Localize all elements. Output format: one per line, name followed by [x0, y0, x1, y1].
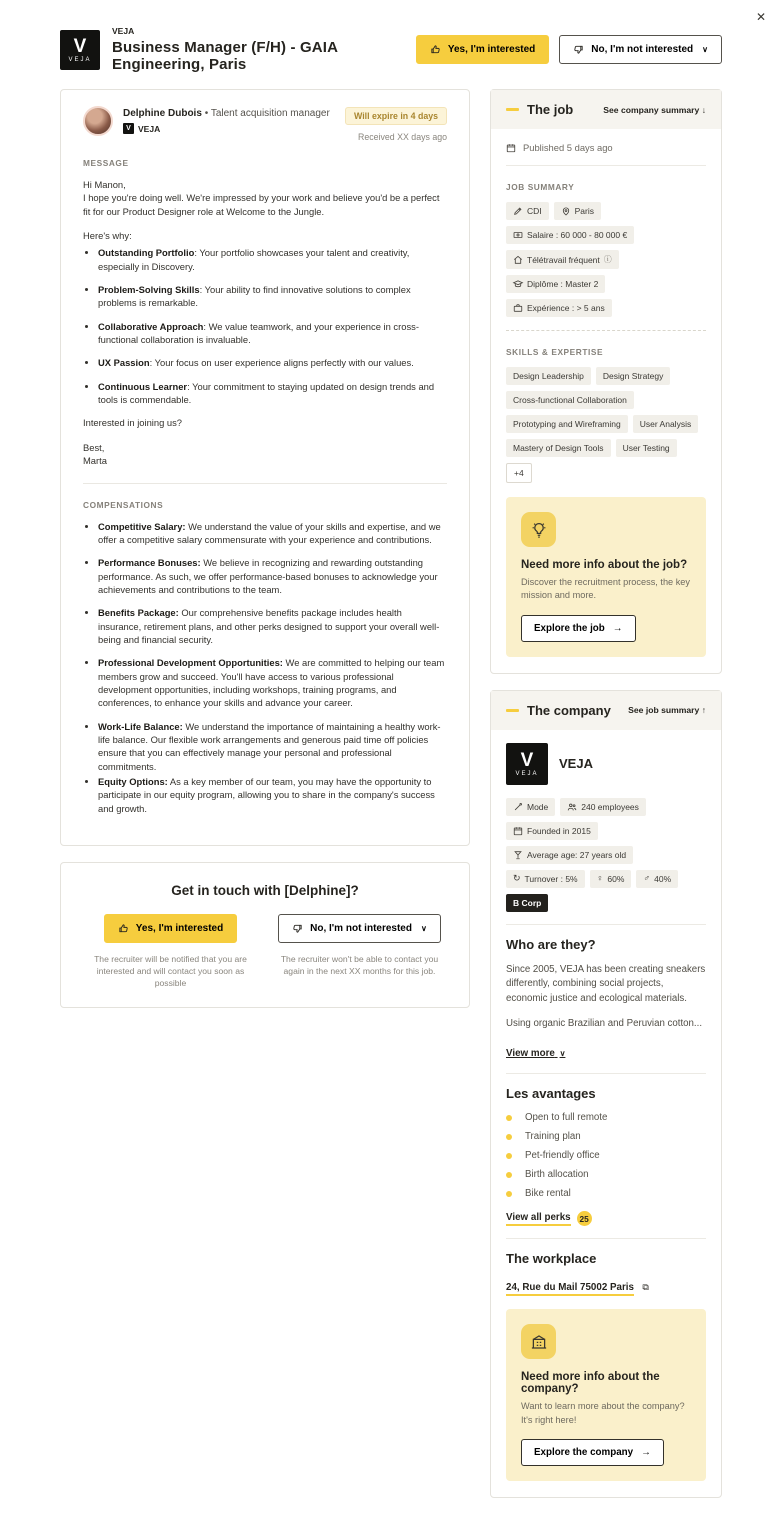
calendar-icon — [513, 826, 523, 836]
sender-name: Delphine Dubois — [123, 108, 202, 119]
veja-mini-logo: V — [123, 123, 134, 134]
list-item: • Performance Bonuses: We believe in recognizing and rewarding outstanding performance. As such, we offer performance-based bonuses to acknowledge your achievements and contributions to the team. — [98, 556, 447, 596]
skills-label: SKILLS & EXPERTISE — [506, 347, 604, 357]
drink-icon — [513, 850, 523, 860]
list-item: • Professional Development Opportunities: We are committed to helping our team members grow and succeed. You'll have access to various professional development opportunities, including workshops, training programs, and conferences, to enhance your skills and advance your career. — [98, 656, 447, 709]
list-item: • UX Passion: Your focus on user experience aligns perfectly with our values. — [98, 356, 447, 369]
tag-female-ratio: ♀ 60% — [590, 870, 632, 888]
job-promo-text: Discover the recruitment process, the key mission and more. — [521, 577, 691, 601]
company-description: Since 2005, VEJA has been creating sneakers differently, combining social projects, economic justice and ecological materials. — [506, 963, 706, 1004]
list-item: • Equity Options: As a key member of our team, you may have the opportunity to participate in our equity program, allowing you to share in the company's success and growth. — [98, 775, 447, 815]
skill-tag: Design Strategy — [596, 367, 670, 385]
people-icon — [567, 802, 577, 812]
turnover-icon: ↻ — [513, 873, 521, 884]
message-signoff-name: Marta — [83, 455, 107, 467]
lightbulb-icon — [530, 521, 548, 539]
page-title: Business Manager (F/H) - GAIA Engineering, Paris — [112, 39, 338, 73]
list-item: Training plan — [506, 1131, 706, 1142]
company-card-title-row — [506, 703, 611, 718]
company-promo-text: Want to learn more about the company? It's right here! — [521, 1401, 685, 1425]
see-job-summary-link[interactable]: See job summary ↑ — [628, 705, 706, 716]
tag-location: Paris — [554, 202, 601, 220]
explore-company-button[interactable]: Explore the company → — [521, 1439, 664, 1466]
tag-employees: 240 employees — [560, 798, 646, 816]
compensations-label: COMPENSATIONS — [83, 499, 164, 510]
skills-more-tag[interactable]: +4 — [506, 463, 532, 483]
contract-icon — [513, 206, 523, 216]
workplace-title: The workplace — [506, 1251, 597, 1267]
yes-interested-button[interactable] — [104, 914, 237, 943]
company-name: VEJA — [559, 756, 593, 772]
job-card-title: The job — [527, 102, 574, 117]
company-promo-title: Need more info about the company? — [521, 1371, 660, 1396]
male-icon: ♂ — [643, 873, 651, 884]
fashion-pin-icon — [513, 802, 523, 812]
list-item: • Competitive Salary: We understand the value of your skills and expertise, and we offer a competitive salary commensurate with your experience and contributions. — [98, 520, 447, 547]
yes-caption: The recruiter will be notified that you are interested and will contact you soon as possible — [94, 954, 247, 989]
company-card-title: The company — [527, 702, 611, 718]
list-item: Open to full remote — [506, 1112, 706, 1123]
salary-icon — [513, 230, 523, 240]
location-icon — [561, 206, 571, 216]
experience-icon — [513, 303, 523, 313]
thumb-up-icon — [118, 923, 129, 934]
yes-interested-label: Yes, I'm interested — [135, 923, 224, 935]
thumb-up-icon — [430, 44, 441, 55]
yellow-dash-icon — [506, 709, 519, 712]
thumb-down-icon — [573, 44, 584, 55]
list-item: • Collaborative Approach: We value teamwork, and your experience in cross-functional collaboration is invaluable. — [98, 320, 447, 347]
explore-job-button[interactable]: Explore the job → — [521, 615, 636, 642]
divider — [83, 483, 447, 484]
perks-title: Les avantages — [506, 1085, 596, 1101]
diploma-icon — [513, 279, 523, 289]
message-why: Here's why: — [83, 230, 132, 242]
see-company-summary-link[interactable]: See company summary ↓ — [603, 104, 706, 115]
veja-logo: V VEJA — [506, 743, 548, 785]
sender-company: VEJA — [138, 123, 161, 134]
skill-tag: Cross-functional Collaboration — [506, 391, 634, 409]
external-link-icon: ⧉ — [642, 1282, 649, 1293]
dashed-divider — [506, 330, 706, 331]
workplace-address-link[interactable]: 24, Rue du Mail 75002 Paris ⧉ — [506, 1277, 649, 1294]
view-more-link[interactable]: View more ∨ — [506, 1047, 566, 1059]
thumb-down-icon — [292, 923, 303, 934]
bullet-icon — [506, 1134, 512, 1140]
bcorp-badge: B Corp — [506, 894, 548, 912]
no-interested-label: No, I'm not interested — [310, 923, 412, 935]
list-item: • Benefits Package: Our comprehensive benefits package includes health insurance, retirement plans, and other perks designed to support your overall well-being and financial security. — [98, 606, 447, 646]
tag-contract: CDI — [506, 202, 549, 220]
list-item: • Outstanding Portfolio: Your portfolio showcases your talent and creativity, especially in Discovery. — [98, 246, 447, 273]
tag-diploma: Diplôme : Master 2 — [506, 275, 605, 293]
list-item: Bike rental — [506, 1188, 706, 1199]
job-card-title-row — [506, 102, 573, 117]
tag-male-ratio: ♂ 40% — [636, 870, 678, 888]
company-description: Using organic Brazilian and Peruvian cotton... — [506, 1018, 703, 1030]
info-icon[interactable]: ⓘ — [603, 255, 612, 264]
bullet-separator: • — [204, 108, 209, 119]
chevron-down-icon: ∨ — [420, 924, 427, 934]
veja-logo-letter: V — [73, 35, 87, 57]
no-interested-button[interactable] — [559, 35, 722, 64]
job-summary-tags — [506, 202, 706, 317]
icon-tile — [521, 1324, 556, 1359]
view-all-perks-link[interactable]: View all perks 25 — [506, 1211, 592, 1226]
bullet-icon — [506, 1172, 512, 1178]
divider — [506, 165, 706, 166]
yes-interested-button[interactable] — [416, 35, 549, 64]
veja-logo — [60, 30, 100, 70]
company-tags — [506, 798, 706, 912]
list-item: • Work-Life Balance: We understand the importance of maintaining a healthy work-life balance. Our flexible work arrangements and generous paid time off policies ensure that you can effectively manage your personal and professional commitments. — [98, 720, 447, 773]
reasons-list — [83, 246, 447, 406]
calendar-icon — [506, 143, 516, 153]
message-closing: Interested in joining us? — [83, 417, 183, 429]
building-icon — [530, 1333, 548, 1351]
skill-tag: User Testing — [616, 439, 677, 457]
sender-role: Talent acquisition manager — [210, 108, 330, 119]
get-in-touch-title: Get in touch with [Delphine]? — [171, 883, 359, 899]
tag-average-age: Average age: 27 years old — [506, 846, 633, 864]
job-promo-title: Need more info about the job? — [521, 559, 688, 571]
divider — [506, 1073, 706, 1074]
skill-tag: Prototyping and Wireframing — [506, 415, 628, 433]
chevron-down-icon: ∨ — [702, 45, 708, 54]
skills-tags — [506, 367, 706, 483]
list-item: Birth allocation — [506, 1169, 706, 1180]
published-date: Published 5 days ago — [523, 142, 613, 153]
perks-count-badge: 25 — [577, 1211, 592, 1226]
tag-salary: Salaire : 60 000 - 80 000 € — [506, 226, 634, 244]
yes-interested-label: Yes, I'm interested — [447, 44, 536, 55]
yellow-dash-icon — [506, 108, 519, 111]
compensations-list — [83, 520, 447, 816]
brand-name: VEJA — [112, 26, 135, 36]
message-greeting: Hi Manon, — [83, 179, 126, 190]
female-icon: ♀ — [596, 873, 604, 884]
veja-logo-text: VEJA — [68, 56, 92, 63]
company-card — [490, 690, 722, 1498]
skill-tag: User Analysis — [633, 415, 699, 433]
job-summary-label: JOB SUMMARY — [506, 182, 575, 192]
perks-list — [506, 1112, 706, 1199]
bullet-icon — [506, 1153, 512, 1159]
list-item: • Problem-Solving Skills: Your ability to find innovative solutions to complex problems is remarkable. — [98, 283, 447, 310]
bullet-icon — [506, 1191, 512, 1197]
no-interested-label: No, I'm not interested — [591, 44, 694, 55]
no-caption: The recruiter won't be able to contact you again in the next XX months for this job. — [280, 954, 439, 977]
tag-experience: Expérience : > 5 ans — [506, 299, 612, 317]
avatar — [83, 106, 113, 136]
arrow-down-icon: ↓ — [701, 104, 706, 115]
page-header — [0, 0, 780, 89]
message-intro: I hope you're doing well. We're impressed by your work and believe you'd be a perfect fit for our Product Designer role at Welcome to the Jungle. — [83, 192, 440, 217]
tag-founded: Founded in 2015 — [506, 822, 598, 840]
no-interested-button[interactable] — [278, 914, 441, 943]
tag-turnover: ↻ Turnover : 5% — [506, 870, 585, 888]
arrow-right-icon: → — [612, 622, 623, 634]
job-promo-box — [506, 497, 706, 657]
list-item: Pet-friendly office — [506, 1150, 706, 1161]
message-card — [60, 89, 470, 846]
message-signoff: Best, — [83, 441, 105, 453]
job-card — [490, 89, 722, 674]
get-in-touch-card — [60, 862, 470, 1008]
company-promo-box — [506, 1309, 706, 1481]
arrow-up-icon: ↑ — [701, 705, 706, 716]
expire-badge: Will expire in 4 days — [345, 107, 447, 125]
divider — [506, 924, 706, 925]
close-icon[interactable]: ✕ — [755, 10, 766, 24]
message-label: MESSAGE — [83, 158, 129, 168]
bullet-icon — [506, 1115, 512, 1121]
list-item: • Continuous Learner: Your commitment to staying updated on design trends and tools is commendable. — [98, 380, 447, 407]
chevron-down-icon: ∨ — [559, 1048, 566, 1058]
arrow-right-icon: → — [641, 1447, 651, 1459]
who-are-they-title: Who are they? — [506, 936, 596, 952]
remote-icon — [513, 255, 523, 265]
received-timestamp: Received XX days ago — [358, 132, 447, 142]
tag-sector: Mode — [506, 798, 555, 816]
icon-tile — [521, 512, 556, 547]
skill-tag: Mastery of Design Tools — [506, 439, 611, 457]
skill-tag: Design Leadership — [506, 367, 591, 385]
tag-remote: Télétravail fréquent ⓘ — [506, 250, 619, 269]
divider — [506, 1238, 706, 1239]
